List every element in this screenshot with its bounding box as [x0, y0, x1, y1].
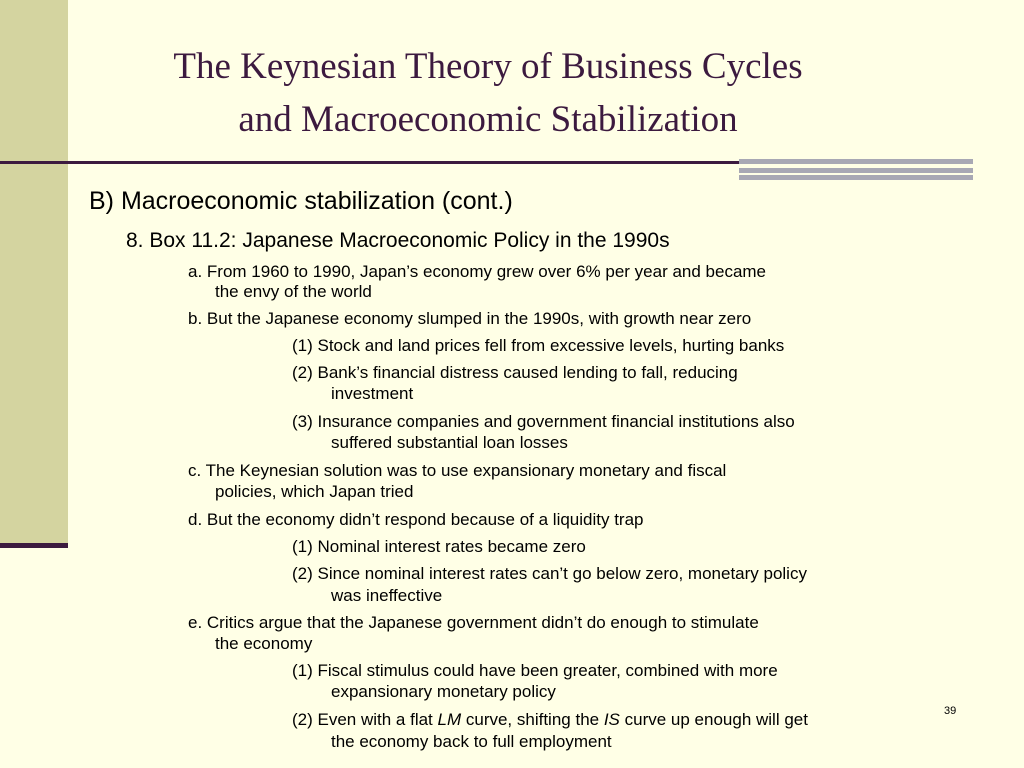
is-curve-term: IS [603, 710, 620, 729]
point-e: e. Critics argue that the Japanese government didn’t do enough to stimulate [188, 613, 759, 632]
point-d: d. But the economy didn’t respond because of a liquidity trap [188, 510, 644, 529]
point-a-continued: the envy of the world [215, 282, 372, 301]
lm-curve-term: LM [437, 710, 462, 729]
point-e-2-text-c: curve up enough will get [619, 710, 808, 729]
slide-title-line-1: The Keynesian Theory of Business Cycles [173, 46, 803, 87]
decorative-grey-bars [739, 159, 973, 179]
side-accent-rule [0, 543, 68, 548]
point-c-continued: policies, which Japan tried [215, 482, 414, 501]
point-b-2-continued: investment [331, 384, 414, 403]
point-a: a. From 1960 to 1990, Japan’s economy grew over 6% per year and became [188, 262, 767, 281]
point-b-2: (2) Bank’s financial distress caused lending to fall, reducing [292, 363, 738, 382]
side-accent-bar [0, 0, 68, 546]
slide-title-line-2: and Macroeconomic Stabilization [238, 99, 738, 140]
point-b-3: (3) Insurance companies and government financial institutions also [292, 412, 795, 431]
point-c: c. The Keynesian solution was to use expansionary monetary and fiscal [188, 461, 727, 480]
point-e-2-continued: the economy back to full employment [331, 732, 612, 751]
point-e-1: (1) Fiscal stimulus could have been greater, combined with more [292, 661, 778, 680]
point-e-2 [292, 710, 808, 730]
page-number: 39 [944, 705, 957, 717]
point-d-2: (2) Since nominal interest rates can’t go below zero, monetary policy [292, 564, 807, 583]
point-b: b. But the Japanese economy slumped in the 1990s, with growth near zero [188, 309, 752, 328]
title-rule [68, 161, 739, 164]
point-b-1: (1) Stock and land prices fell from excessive levels, hurting banks [292, 336, 785, 355]
title-rule-left [0, 161, 68, 164]
point-e-2-text-a: (2) Even with a flat [292, 710, 438, 729]
point-d-2-continued: was ineffective [331, 586, 443, 605]
point-e-continued: the economy [215, 634, 313, 653]
section-heading: B) Macroeconomic stabilization (cont.) [89, 187, 513, 215]
item-heading: 8. Box 11.2: Japanese Macroeconomic Policy in the 1990s [126, 229, 670, 252]
slide-title [68, 40, 908, 146]
point-e-2-text-b: curve, shifting the [461, 710, 604, 729]
point-e-1-continued: expansionary monetary policy [331, 682, 556, 701]
point-b-3-continued: suffered substantial loan losses [331, 433, 568, 452]
point-d-1: (1) Nominal interest rates became zero [292, 537, 586, 556]
